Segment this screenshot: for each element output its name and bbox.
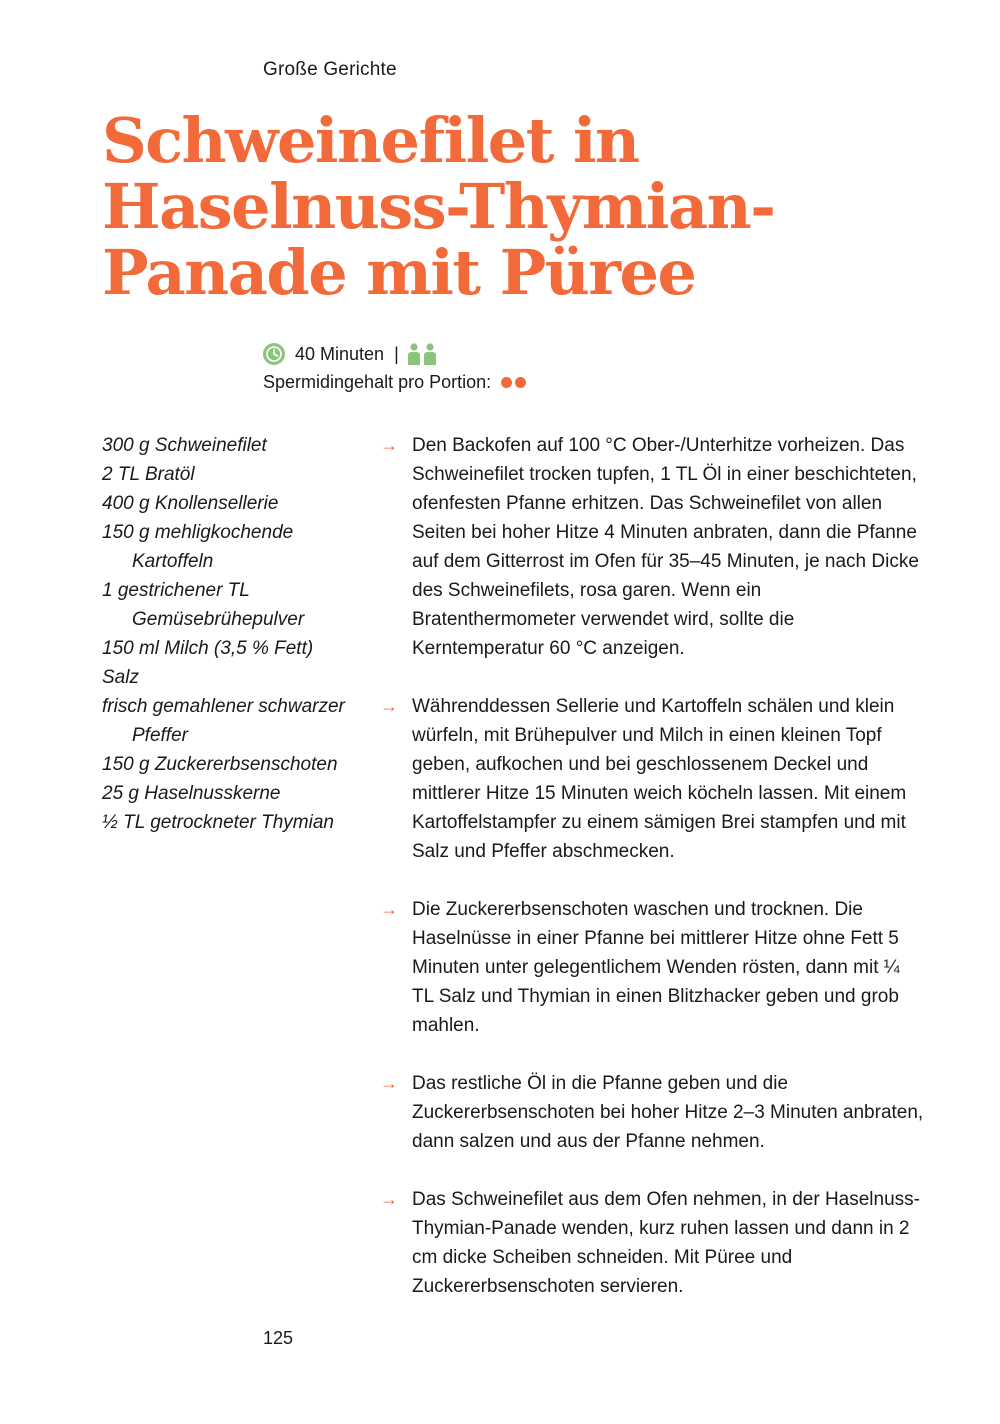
page-number: 125 bbox=[263, 1328, 294, 1348]
ingredient-item: 150 g Zuckererbsenschoten bbox=[102, 754, 338, 775]
rating-dot bbox=[501, 377, 512, 388]
section-label: Große Gerichte bbox=[263, 59, 397, 80]
title-line-2: Haselnuss-Thymian- bbox=[102, 170, 775, 243]
title-line-1: Schweinefilet in bbox=[102, 104, 639, 177]
ingredient-item: 150 g mehligkochende Kartoffeln bbox=[102, 522, 294, 572]
step-text: Das Schweinefilet aus dem Ofen nehmen, in der Haselnuss-Thymian-Panade wenden, kurz ruhen lassen und dann in 2 cm dicke Scheiben schneiden. Mit Püree und Zuckererbsenschoten servieren. bbox=[412, 1189, 920, 1297]
ingredient-item: 400 g Knollensellerie bbox=[102, 493, 279, 514]
ingredient-item: 1 gestrichener TL Gemüsebrühepulver bbox=[102, 580, 305, 630]
ingredient-item: 25 g Haselnusskerne bbox=[102, 783, 281, 804]
arrow-right-icon: → bbox=[380, 1073, 398, 1093]
servings bbox=[407, 343, 439, 365]
arrow-right-icon: → bbox=[380, 1189, 398, 1209]
meta-separator: | bbox=[394, 344, 399, 364]
instruction-list bbox=[380, 431, 925, 1330]
ingredient-item: frisch gemahlener schwarzer Pfeffer bbox=[102, 696, 345, 746]
rating-dot bbox=[515, 377, 526, 388]
arrow-right-icon: → bbox=[380, 696, 398, 716]
prep-time: 40 Minuten bbox=[295, 344, 385, 364]
recipe-title bbox=[102, 104, 775, 309]
time-servings-row bbox=[263, 340, 529, 368]
step-text: Den Backofen auf 100 °C Ober-/Unterhitze vorheizen. Das Schweinefilet trocken tupfen, 1 TL Öl in einer beschichteten, ofenfesten Pfanne erhitzen. Das Schweinefilet von allen Seiten bei hoher Hitze 4 Minuten anbraten, dann die Pfanne auf dem Gitterrost im Ofen für 35–45 Minuten, je nach Dicke des Schweinefilets, rosa garen. Wenn ein Bratenthermometer verwendet wird, sollte die Kerntemperatur 60 °C anzeigen. bbox=[412, 435, 919, 659]
spermidine-rating bbox=[501, 377, 529, 388]
ingredient-list bbox=[102, 431, 367, 837]
ingredient-item: 300 g Schweinefilet bbox=[102, 435, 267, 456]
ingredient-item: ½ TL getrockneter Thymian bbox=[102, 812, 334, 833]
instruction-step bbox=[380, 1069, 925, 1156]
person-icon bbox=[407, 343, 421, 365]
instruction-step bbox=[380, 1185, 925, 1301]
clock-icon bbox=[263, 343, 285, 365]
recipe-meta bbox=[263, 340, 529, 396]
arrow-right-icon: → bbox=[380, 899, 398, 919]
person-icon bbox=[423, 343, 437, 365]
ingredient-item: 150 ml Milch (3,5 % Fett) bbox=[102, 638, 314, 659]
instruction-step bbox=[380, 895, 925, 1040]
ingredient-item: 2 TL Bratöl bbox=[102, 464, 195, 485]
ingredient-item: Salz bbox=[102, 667, 139, 688]
arrow-right-icon: → bbox=[380, 435, 398, 455]
spermidine-row bbox=[263, 368, 529, 396]
spermidine-label: Spermidingehalt pro Portion: bbox=[263, 372, 492, 392]
instruction-step bbox=[380, 692, 925, 866]
instruction-step bbox=[380, 431, 925, 663]
step-text: Das restliche Öl in die Pfanne geben und die Zuckererbsenschoten bei hoher Hitze 2–3 Minuten anbraten, dann salzen und aus der Pfanne nehmen. bbox=[412, 1073, 924, 1152]
step-text: Währenddessen Sellerie und Kartoffeln schälen und klein würfeln, mit Brühepulver und Milch in einen kleinen Topf geben, aufkochen und bei geschlossenem Deckel und mittlerer Hitze 15 Minuten weich köcheln lassen. Mit einem Kartoffelstampfer zu einem sämigen Brei stampfen und mit Salz und Pfeffer abschmecken. bbox=[412, 696, 907, 862]
step-text: Die Zuckererbsenschoten waschen und trocknen. Die Haselnüsse in einer Pfanne bei mittlerer Hitze ohne Fett 5 Minuten unter gelegentlichem Wenden rösten, dann mit ¼ TL Salz und Thymian in einen Blitzhacker geben und grob mahlen. bbox=[412, 899, 900, 1036]
title-line-3: Panade mit Püree bbox=[102, 236, 696, 309]
